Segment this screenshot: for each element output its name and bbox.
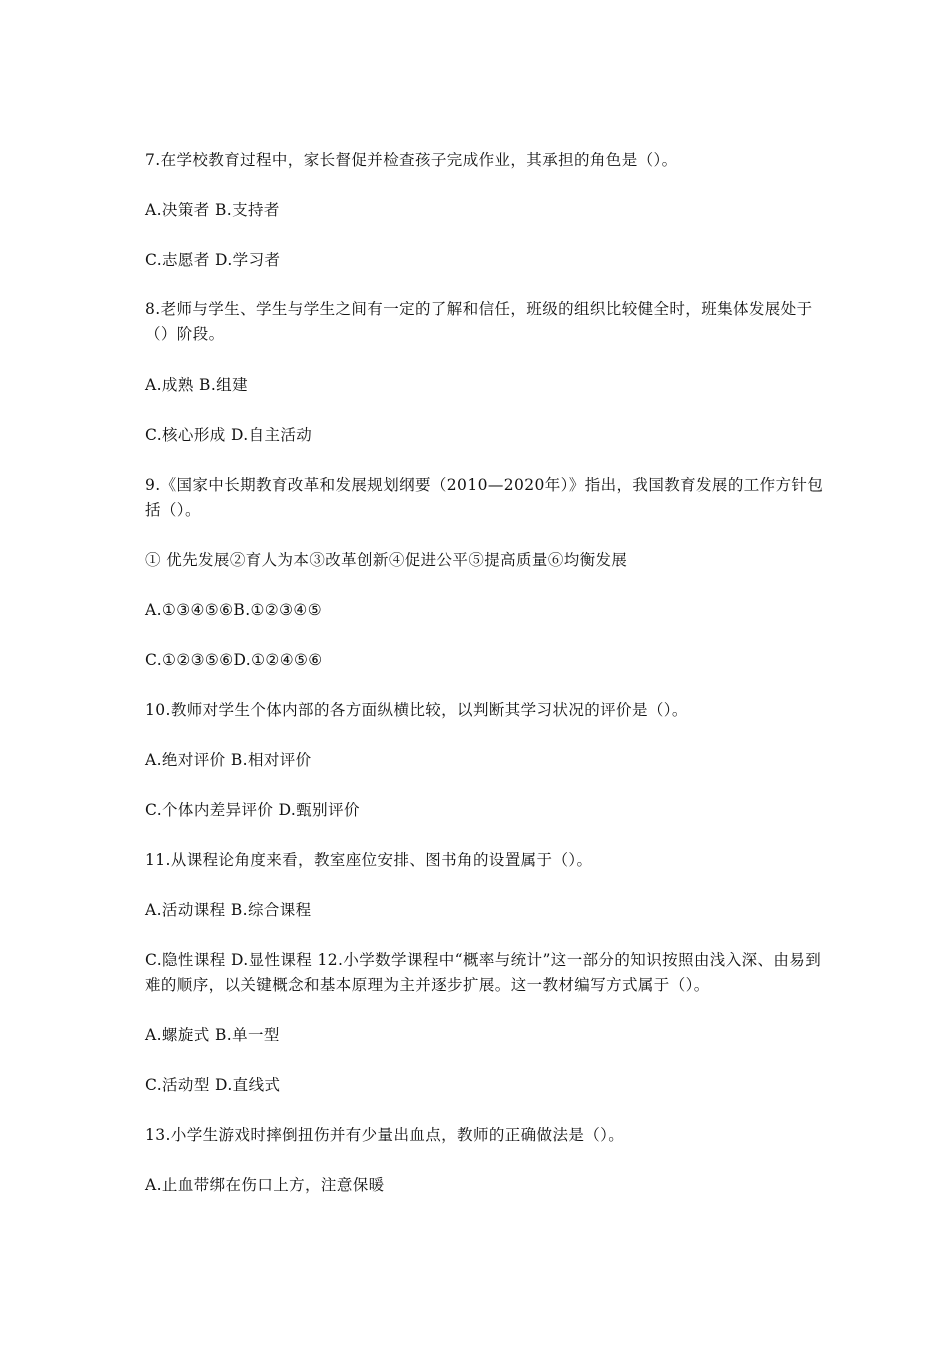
question-8-options-cd: C.核心形成 D.自主活动 bbox=[145, 426, 313, 444]
question-9-statements: ① 优先发展②育人为本③改革创新④促进公平⑤提高质量⑥均衡发展 bbox=[145, 551, 628, 569]
question-12-options-ab: A.螺旋式 B.单一型 bbox=[145, 1026, 280, 1044]
question-10-options-cd: C.个体内差异评价 D.甄别评价 bbox=[145, 801, 360, 819]
question-9: 9.《国家中长期教育改革和发展规划纲要（2010—2020年）》指出，我国教育发展的工作方针包括（）。 bbox=[145, 476, 824, 519]
question-13: 13.小学生游戏时摔倒扭伤并有少量出血点，教师的正确做法是（）。 bbox=[145, 1126, 625, 1144]
question-9-options-cd: C.①②③⑤⑥D.①②④⑤⑥ bbox=[145, 651, 323, 669]
question-11-options-cd-question-12: C.隐性课程 D.显性课程 12.小学数学课程中“概率与统计”这一部分的知识按照由浅入深、由易到难的顺序，以关键概念和基本原理为主并逐步扩展。这一教材编写方式属于（）。 bbox=[145, 951, 822, 994]
question-10: 10.教师对学生个体内部的各方面纵横比较，以判断其学习状况的评价是（）。 bbox=[145, 701, 688, 719]
question-12-options-cd: C.活动型 D.直线式 bbox=[145, 1076, 281, 1094]
question-7-options-cd: C.志愿者 D.学习者 bbox=[145, 251, 281, 269]
question-10-options-ab: A.绝对评价 B.相对评价 bbox=[145, 751, 312, 769]
question-11-options-ab: A.活动课程 B.综合课程 bbox=[145, 901, 312, 919]
question-13-option-a: A.止血带绑在伤口上方，注意保暖 bbox=[145, 1176, 385, 1194]
question-9-options-ab: A.①③④⑤⑥B.①②③④⑤ bbox=[145, 601, 322, 619]
question-8: 8.老师与学生、学生与学生之间有一定的了解和信任，班级的组织比较健全时，班集体发展处于（）阶段。 bbox=[145, 300, 813, 343]
question-11: 11.从课程论角度来看，教室座位安排、图书角的设置属于（）。 bbox=[145, 851, 593, 869]
question-7-options-ab: A.决策者 B.支持者 bbox=[145, 201, 280, 219]
question-8-options-ab: A.成熟 B.组建 bbox=[145, 376, 248, 394]
question-7: 7.在学校教育过程中，家长督促并检查孩子完成作业，其承担的角色是（）。 bbox=[145, 151, 678, 169]
